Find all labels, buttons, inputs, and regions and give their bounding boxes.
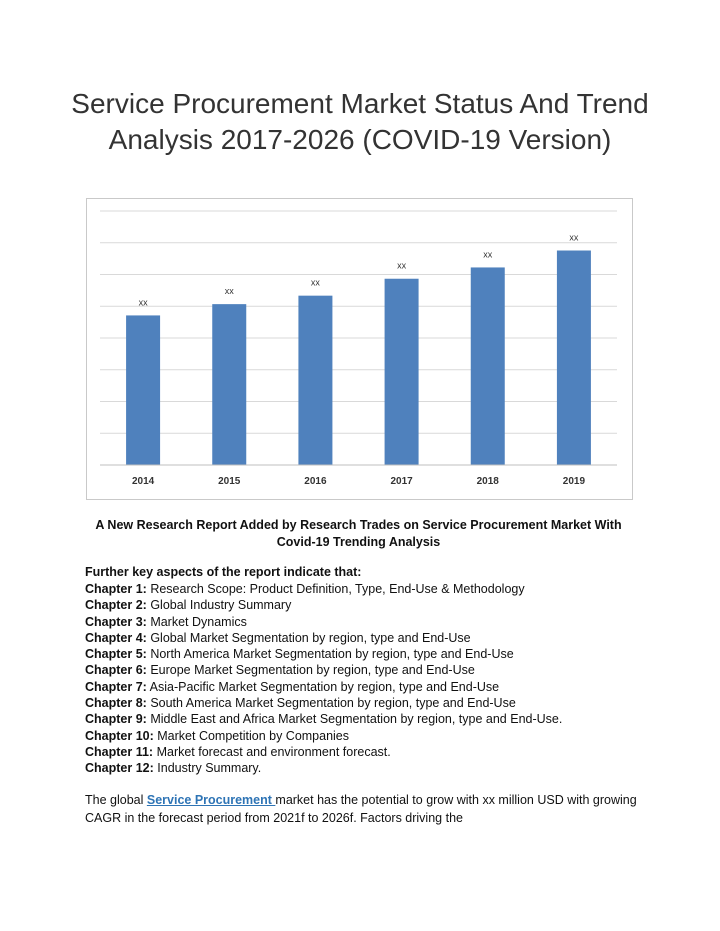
chapter-text: Europe Market Segmentation by region, type and End-Use xyxy=(150,663,475,678)
data-label-2018: xx xyxy=(483,249,493,260)
bar-2014 xyxy=(126,315,160,465)
chapter-label: Chapter 11: xyxy=(85,744,154,759)
summary-paragraph xyxy=(85,792,645,827)
chapter-text: Research Scope: Product Definition, Type, End-Use & Methodology xyxy=(150,582,525,596)
chapter-text: Middle East and Africa Market Segmentation by region, type and End-Use. xyxy=(150,712,563,727)
chapter-label: Chapter 12: xyxy=(85,761,154,776)
list-item xyxy=(85,695,562,711)
bar-2019 xyxy=(557,251,591,465)
chapter-text: Market Competition by Companies xyxy=(157,728,350,743)
chapter-text: Global Market Segmentation by region, type and End-Use xyxy=(150,630,471,645)
chart-canvas xyxy=(87,199,632,499)
chapter-text: Asia-Pacific Market Segmentation by region, type and End-Use xyxy=(149,679,500,694)
x-tick-label-2018: 2018 xyxy=(476,476,499,487)
x-tick-label-2016: 2016 xyxy=(304,476,327,487)
x-tick-label-2014: 2014 xyxy=(131,476,155,487)
chapter-label: Chapter 9: xyxy=(85,712,147,727)
bar-2017 xyxy=(385,279,419,465)
bar-chart xyxy=(86,198,633,500)
list-item xyxy=(85,630,562,646)
data-label-2017: xx xyxy=(397,260,407,271)
bar-2015 xyxy=(212,304,246,465)
chapter-label: Chapter 4: xyxy=(85,630,147,645)
chapter-label: Chapter 10: xyxy=(85,728,154,743)
report-subheading: A New Research Report Added by Research Trades on Service Procurement Market With Covid-19 Trending Analysis xyxy=(95,518,622,549)
list-item xyxy=(85,662,562,678)
bar-2018 xyxy=(471,267,505,465)
list-item xyxy=(85,581,562,597)
chapter-label: Chapter 6: xyxy=(85,663,147,678)
data-label-2014: xx xyxy=(138,297,148,308)
chapter-text: Industry Summary. xyxy=(157,761,262,776)
chapter-text: Market forecast and environment forecast. xyxy=(156,744,391,759)
chapter-text: North America Market Segmentation by region, type and End-Use xyxy=(150,647,514,662)
chapter-text: Global Industry Summary xyxy=(150,598,292,613)
list-item xyxy=(85,679,562,695)
list-item xyxy=(85,760,562,776)
chapter-label: Chapter 7: xyxy=(85,679,147,694)
x-tick-label-2019: 2019 xyxy=(562,476,586,487)
data-label-2015: xx xyxy=(224,286,234,297)
chapter-label: Chapter 2: xyxy=(85,598,147,613)
data-label-2016: xx xyxy=(310,277,320,288)
service-procurement-link[interactable]: Service Procurement xyxy=(146,793,276,807)
x-tick-label-2017: 2017 xyxy=(390,476,413,487)
paragraph-text-before: The global xyxy=(85,793,147,807)
list-item xyxy=(85,744,562,760)
page-title: Service Procurement Market Status And Trend Analysis 2017-2026 (COVID-19 Version) xyxy=(71,88,649,155)
data-label-2019: xx xyxy=(569,232,579,243)
list-item xyxy=(85,711,562,727)
bar-2016 xyxy=(298,296,332,465)
list-item xyxy=(85,614,562,630)
chapter-list xyxy=(85,581,562,777)
chapter-label: Chapter 3: xyxy=(85,614,147,629)
list-item xyxy=(85,646,562,662)
chapter-text: Market Dynamics xyxy=(150,614,247,629)
chapter-text: South America Market Segmentation by region, type and End-Use xyxy=(150,696,516,711)
chapter-label: Chapter 5: xyxy=(85,647,147,662)
list-item xyxy=(85,597,562,613)
key-aspects-lead: Further key aspects of the report indicate that: xyxy=(85,565,362,579)
chapter-label: Chapter 1: xyxy=(85,582,147,596)
x-tick-label-2015: 2015 xyxy=(218,476,241,487)
list-item xyxy=(85,728,562,744)
paragraph-text-after: market has the potential to grow with xx million USD with growing CAGR in the forecast period from 2021f to 2026f. Factors driving the xyxy=(85,793,637,825)
chapter-label: Chapter 8: xyxy=(85,696,147,711)
